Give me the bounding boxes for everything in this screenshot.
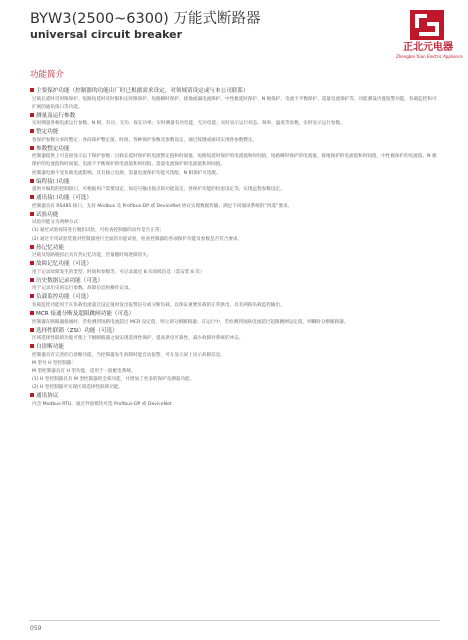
- feature-paragraph: (2) H 型控制器可实现区域选择性联锁功能。: [32, 385, 123, 391]
- feature-body: [30, 252, 440, 260]
- company-logo: [396, 10, 463, 59]
- feature-title: [30, 327, 440, 336]
- feature-title-text: 试验功能: [36, 211, 59, 218]
- feature-title: [30, 112, 440, 121]
- feature-title-text: 通讯协议: [36, 393, 59, 400]
- feature-paragraph: M 型号 H 型控制器：: [32, 360, 76, 366]
- feature-item: [30, 260, 440, 277]
- feature-item: [30, 244, 440, 261]
- feature-title: [30, 178, 440, 187]
- bullet-square-icon: [30, 88, 34, 92]
- feature-item: [30, 327, 440, 344]
- page-number: 059: [30, 625, 42, 632]
- product-subtitle: universal circuit breaker: [30, 28, 183, 41]
- feature-body: [30, 153, 440, 177]
- feature-item: [30, 211, 440, 244]
- feature-title-text: 主要保护功能（控制器的功能出厂时已根据需求设定，对领域请设定或与本公司联系）: [36, 88, 249, 94]
- feature-body: [30, 186, 440, 194]
- feature-body: [30, 96, 440, 112]
- feature-paragraph: 控制器具有完善的自诊断功能，当控制器发生故障时能自动报警，可在显示屏上显示故障信息。: [32, 352, 225, 358]
- feature-paragraph: (1) 通过试验按钮进行脱扣试验，可检查控制器的动作是否正常；: [32, 228, 165, 234]
- bullet-square-icon: [30, 129, 34, 133]
- feature-body: [30, 269, 440, 277]
- logo-name: 正北元电器: [403, 42, 453, 53]
- feature-title-text: 故障记忆功能（可选）: [36, 261, 92, 268]
- feature-paragraph: M 型控制器具有 H 型功能，适用于一般配电系统。: [32, 368, 136, 374]
- bullet-square-icon: [30, 294, 34, 298]
- bullet-square-icon: [30, 245, 34, 249]
- feature-paragraph: (2) 通过专用试验装置对控制器进行全面的功能试验，检查控制器的各项保护功能及参数是否符合要求。: [32, 236, 243, 242]
- feature-paragraph: 控制器具有 RS485 接口，支持 Modbus 及 Profibus-DP 或 DeviceNet 协议实现数据传输，满足不同通讯系统的“四遥”要求。: [32, 203, 293, 209]
- feature-title: [30, 310, 440, 319]
- footer-divider: [30, 620, 440, 621]
- feature-title-text: MCR 接通分断及超限跳闸功能（可选）: [36, 311, 135, 317]
- feature-paragraph: 区域选择性联锁功能可使上下级断路器之间实现选择性保护，提高供电可靠性，减少故障对系统的冲击。: [32, 336, 244, 342]
- feature-body: [30, 401, 440, 409]
- feature-title-text: 负载监控功能（可选）: [36, 294, 92, 301]
- feature-paragraph: 内含 Modbus-RTU，通过外接模块可选 Profibus-DP 或 DeviceNet: [32, 401, 172, 407]
- feature-title-text: 参数整定功能: [36, 145, 70, 152]
- feature-body: [30, 319, 440, 327]
- feature-title-text: 选择性联锁（ZSI）功能（可选）: [36, 327, 118, 334]
- feature-title: [30, 260, 440, 269]
- feature-paragraph: 负载监控功能用于在负载电流超过设定值时发出报警信号或分断负载，以保证重要负载的正常供电，具有两路负载监控输出。: [32, 302, 285, 308]
- feature-item: [30, 178, 440, 195]
- feature-title-text: 测量及运行参数: [36, 112, 76, 119]
- section-title: 功能简介: [30, 70, 65, 80]
- feature-paragraph: 过载及短路脱扣后具有热记忆功能，热量随时间逐渐消失。: [32, 253, 152, 259]
- feature-paragraph: 控制器电源不受负载电流影响，具有独立电源，需量电流保护功能可选配，N 相保护可选配。: [32, 170, 221, 176]
- product-title: BYW3(2500~6300) 万能式断路器: [30, 11, 261, 27]
- bullet-square-icon: [30, 278, 34, 282]
- feature-title: [30, 277, 440, 286]
- feature-paragraph: 试验功能分为两种方式：: [32, 220, 83, 226]
- feature-title: [30, 293, 440, 302]
- logo-mark-icon: [410, 10, 444, 40]
- bullet-square-icon: [30, 113, 34, 117]
- feature-paragraph: 控制器提供上可直接显示以下保护参数：过载长延时保护的电流整定值和时间值、短路短延时保护的电流值和时间值、短路瞬时保护的电流值、接地保护的电流值和时间值、中性极保护的电流值、N 极保护的电流值和时间值、电流不平衡保护的电流值和时间值、需量电流保护的电流值和时间值。: [32, 154, 437, 168]
- feature-paragraph: 提供可编程的控制接口，可根据用户需要设定，如信号输出接点的功能设定、各保护功能的投退设定等，实现远程参数设定。: [32, 187, 285, 193]
- bullet-square-icon: [30, 393, 34, 397]
- feature-body: [30, 285, 440, 293]
- bullet-square-icon: [30, 179, 34, 183]
- feature-title-text: 通讯接口功能（可选）: [36, 195, 92, 202]
- bullet-square-icon: [30, 261, 34, 265]
- feature-body: [30, 219, 440, 243]
- feature-title: [30, 343, 440, 352]
- feature-title-text: 编程接口功能: [36, 178, 70, 185]
- feature-item: [30, 145, 440, 178]
- feature-title-text: 整定功能: [36, 129, 59, 136]
- feature-list: [30, 87, 440, 409]
- feature-title: [30, 211, 440, 220]
- bullet-square-icon: [30, 328, 34, 332]
- bullet-square-icon: [30, 146, 34, 150]
- feature-paragraph: 用于记录故障发生的类型、时间和参数等，可记录最近 8 次故障信息（需安装 8 次）: [32, 269, 205, 275]
- bullet-square-icon: [30, 212, 34, 216]
- bullet-square-icon: [30, 195, 34, 199]
- feature-paragraph: (1) H 型控制器具有 M 型控制器的全部功能，并增加了更多的保护及测量功能。: [32, 376, 195, 382]
- feature-item: [30, 310, 440, 327]
- feature-paragraph: 用于记录历史的运行参数、故障信息和操作记录。: [32, 286, 134, 292]
- feature-body: [30, 352, 440, 392]
- feature-title-text: 自诊断功能: [36, 344, 64, 351]
- feature-title: [30, 87, 440, 96]
- feature-item: [30, 293, 440, 310]
- feature-body: [30, 302, 440, 310]
- feature-title: [30, 392, 440, 401]
- feature-item: [30, 128, 440, 145]
- logo-sub: Zhengbei Yuan Electric Appliance: [396, 54, 463, 59]
- feature-item: [30, 343, 440, 392]
- feature-body: [30, 335, 440, 343]
- bullet-square-icon: [30, 344, 34, 348]
- feature-title: [30, 128, 440, 137]
- feature-paragraph: 各保护参数分多段整定；各段保护整定值、时间、各种保护参数及参数设定，通过按键或通讯实现各参数整定。: [32, 137, 258, 143]
- feature-body: [30, 120, 440, 128]
- feature-title: [30, 244, 440, 253]
- page-header: [30, 6, 360, 42]
- feature-item: [30, 112, 440, 129]
- feature-paragraph: 实时测量各相电流运行参数、N 相、有功、无功、视在功率；实时测量有功电能，无功电能；实时显示运行状态、频率、温度等参数，实时显示运行参数。: [32, 121, 345, 127]
- feature-item: [30, 194, 440, 211]
- feature-body: [30, 203, 440, 211]
- feature-title-text: 热记忆功能: [36, 244, 64, 251]
- feature-body: [30, 137, 440, 145]
- feature-title-text: 历史数据记录功能（可选）: [36, 277, 104, 284]
- feature-item: [30, 392, 440, 409]
- feature-title: [30, 194, 440, 203]
- feature-paragraph: 过载长延时反时限保护、短路短延时反时限和定时限保护、短路瞬时保护、接地或漏电流保护、中性极延时保护、N 极保护、电流不平衡保护、需量电流保护等，功能测设内置报警功能，负载监控和可扩展的通讯接口等功能。: [32, 96, 437, 110]
- bullet-square-icon: [30, 311, 34, 315]
- feature-item: [30, 87, 440, 112]
- feature-paragraph: 控制器在断路器接通时，若检测到短路电流超过 MCR 设定值，则立即分断断路器；在运行中，若检测到短路电流超过超限跳闸设定值，则瞬时分断断路器。: [32, 319, 349, 325]
- feature-title: [30, 145, 440, 154]
- feature-item: [30, 277, 440, 294]
